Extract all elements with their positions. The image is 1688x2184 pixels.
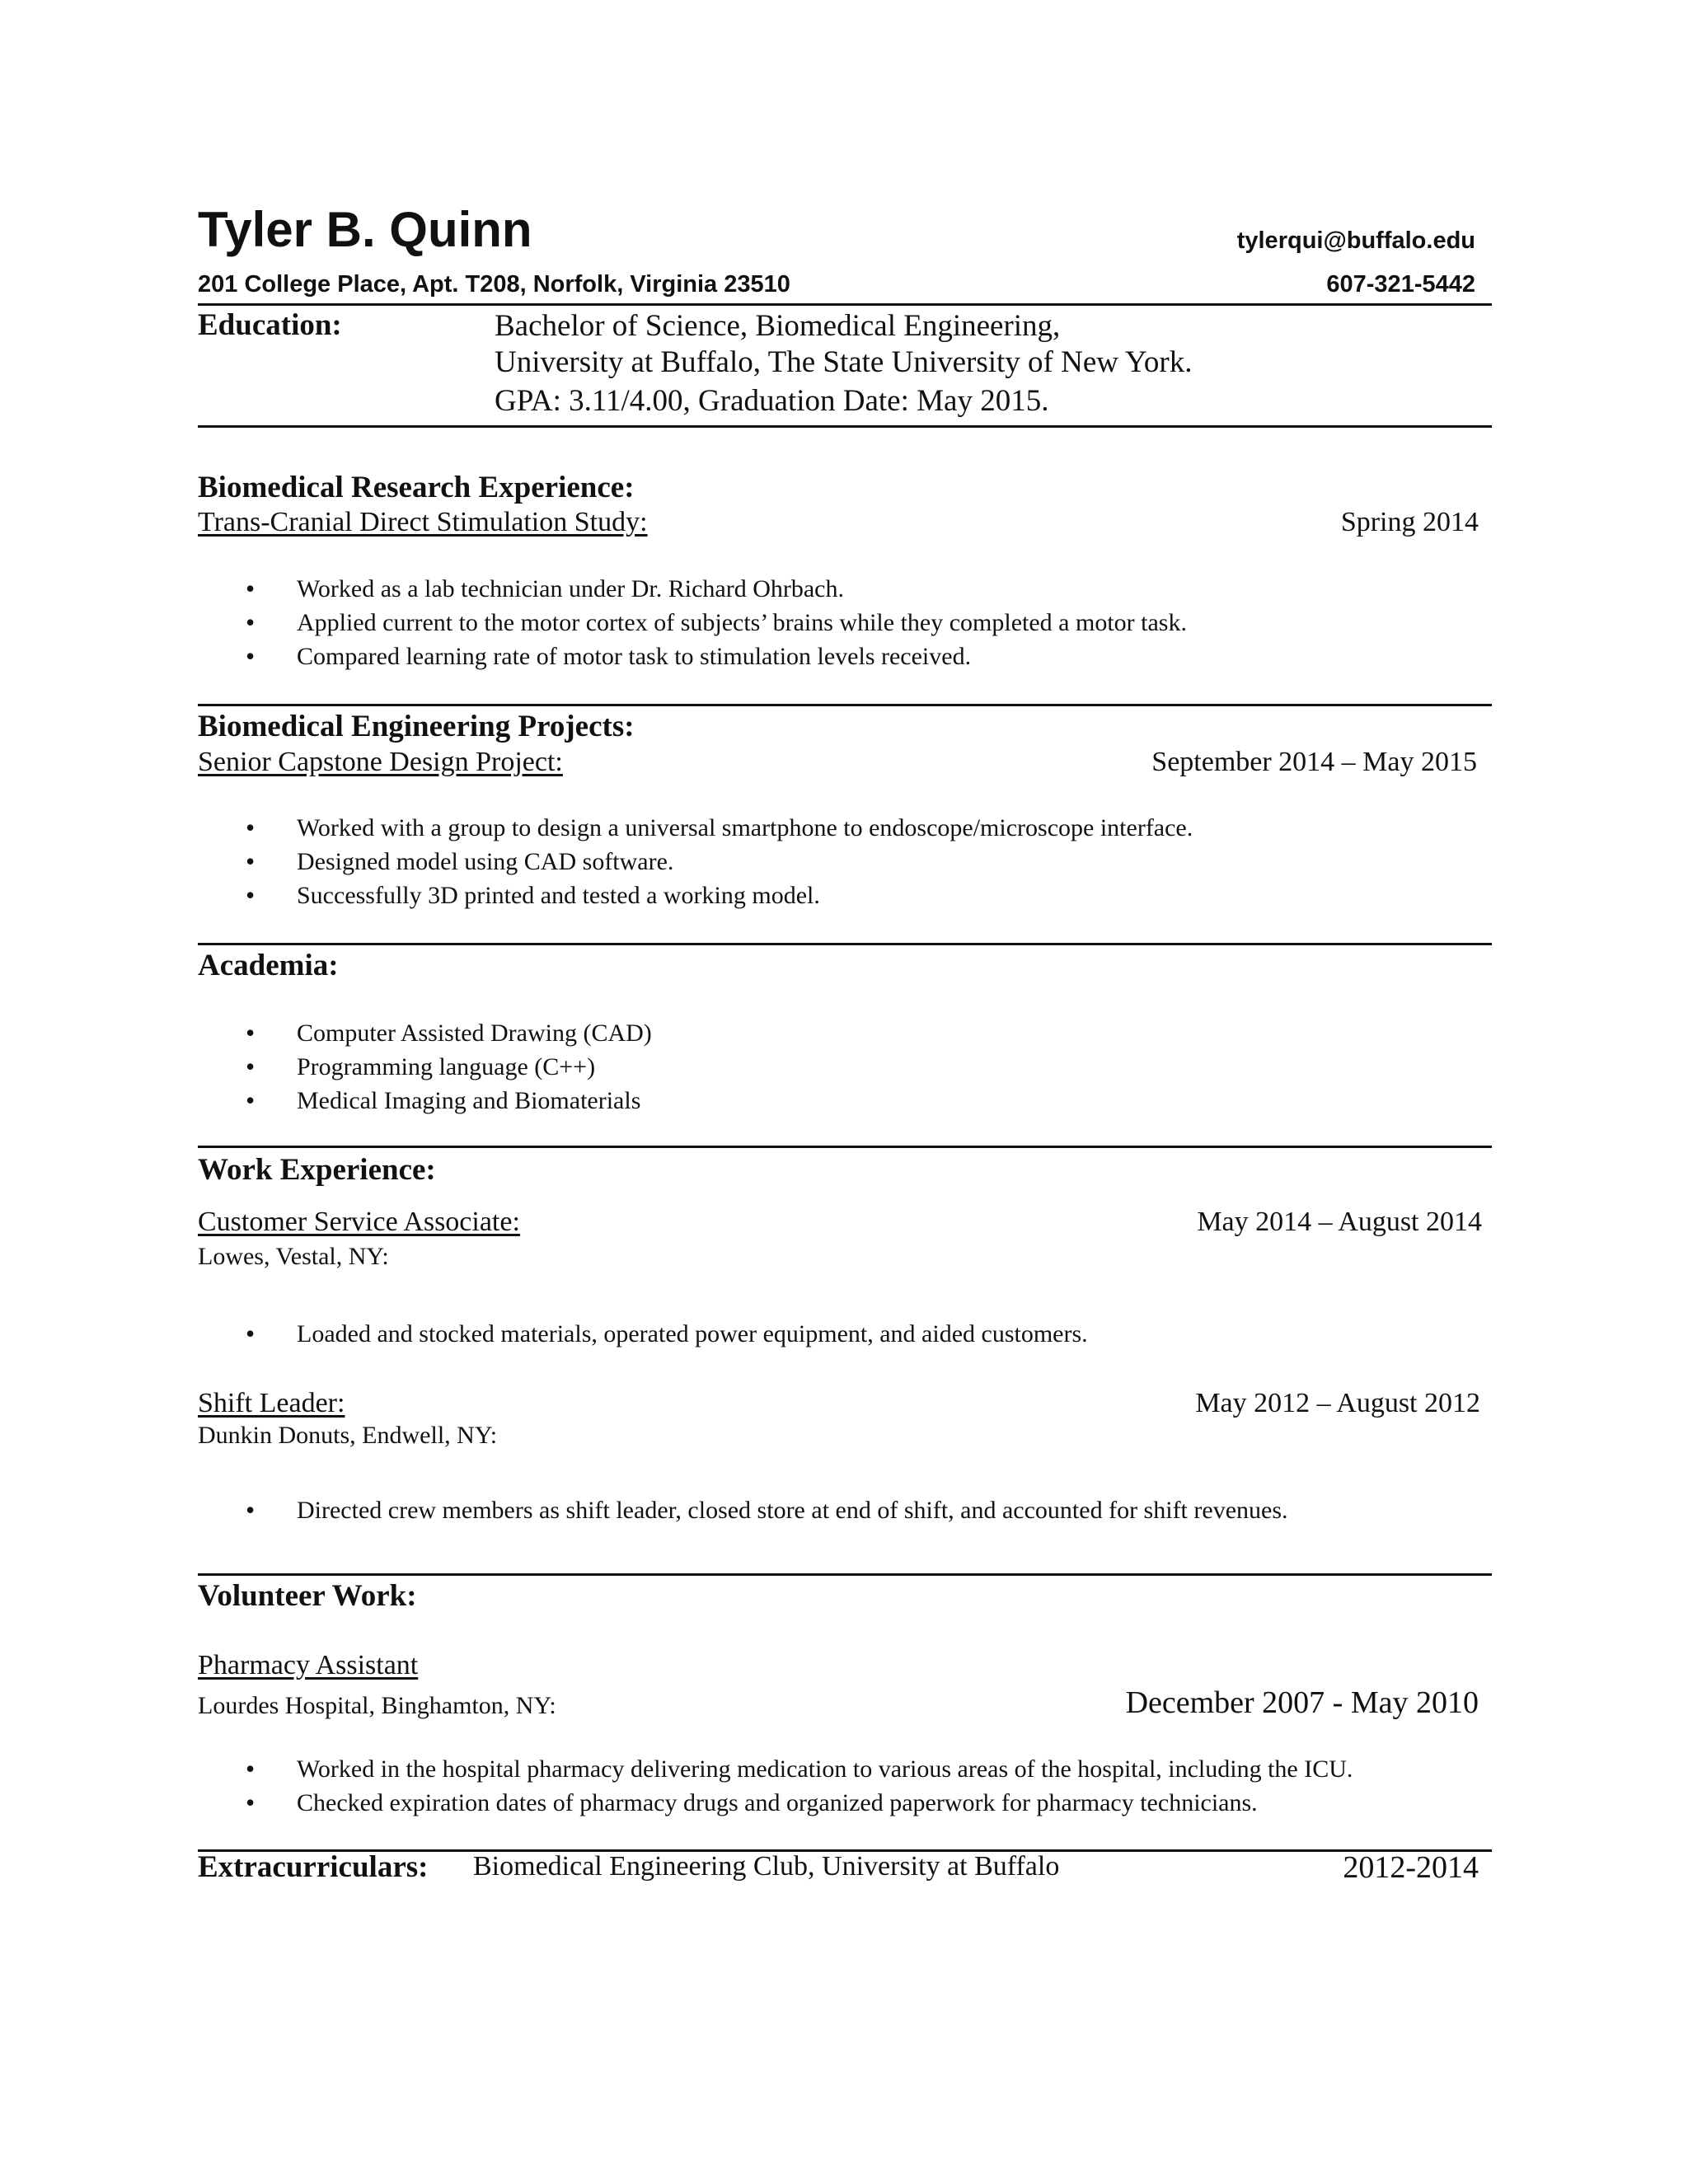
list-item: • Worked as a lab technician under Dr. Richard Ohrbach. <box>198 572 1187 606</box>
street-address: 201 College Place, Apt. T208, Norfolk, Virginia 23510 <box>198 271 790 298</box>
education-line-gpa: GPA: 3.11/4.00, Graduation Date: May 2015. <box>495 384 1049 418</box>
volunteer-bullets <box>198 1752 1353 1820</box>
list-item: • Successfully 3D printed and tested a working model. <box>198 879 1193 912</box>
research-heading: Biomedical Research Experience: <box>198 471 635 504</box>
projects-divider <box>198 943 1492 945</box>
research-divider <box>198 704 1492 706</box>
volunteer-heading: Volunteer Work: <box>198 1579 417 1613</box>
projects-title: Senior Capstone Design Project: <box>198 747 563 777</box>
list-item: • Worked with a group to design a universal smartphone to endoscope/microscope interface. <box>198 811 1193 845</box>
list-item: • Programming language (C++) <box>198 1050 652 1084</box>
education-heading: Education: <box>198 308 342 342</box>
volunteer-place: Lourdes Hospital, Binghamton, NY: <box>198 1692 556 1719</box>
projects-bullets <box>198 811 1193 912</box>
job-place-shift-leader: Dunkin Donuts, Endwell, NY: <box>198 1422 498 1449</box>
list-item: • Directed crew members as shift leader, closed store at end of shift, and accounted for shift revenues. <box>198 1493 1288 1527</box>
job-place-customer-service: Lowes, Vestal, NY: <box>198 1243 389 1270</box>
volunteer-date: December 2007 - May 2010 <box>1125 1685 1479 1720</box>
projects-heading: Biomedical Engineering Projects: <box>198 710 635 743</box>
job-title-shift-leader: Shift Leader: <box>198 1388 345 1418</box>
research-date: Spring 2014 <box>1340 507 1479 537</box>
email-address: tylerqui@buffalo.edu <box>1236 227 1475 254</box>
academia-heading: Academia: <box>198 949 339 982</box>
extracurriculars-date: 2012-2014 <box>1343 1850 1479 1885</box>
list-item: • Loaded and stocked materials, operated power equipment, and aided customers. <box>198 1317 1088 1351</box>
header-divider <box>198 303 1492 306</box>
list-item: • Designed model using CAD software. <box>198 845 1193 879</box>
research-bullets <box>198 572 1187 673</box>
list-item: • Checked expiration dates of pharmacy drugs and organized paperwork for pharmacy technicians. <box>198 1786 1353 1820</box>
education-line-university: University at Buffalo, The State University of New York. <box>495 345 1193 379</box>
job-bullets-customer-service <box>198 1317 1088 1351</box>
research-title: Trans-Cranial Direct Stimulation Study: <box>198 507 648 537</box>
phone-number: 607-321-5442 <box>1326 271 1475 298</box>
list-item: • Computer Assisted Drawing (CAD) <box>198 1016 652 1050</box>
volunteer-title: Pharmacy Assistant <box>198 1650 419 1680</box>
work-heading: Work Experience: <box>198 1153 436 1187</box>
job-date-shift-leader: May 2012 – August 2012 <box>1195 1388 1480 1418</box>
list-item: • Worked in the hospital pharmacy delivering medication to various areas of the hospital, including the ICU. <box>198 1752 1353 1786</box>
list-item: • Medical Imaging and Biomaterials <box>198 1084 652 1118</box>
education-divider <box>198 425 1492 428</box>
job-bullets-shift-leader <box>198 1493 1288 1527</box>
extracurriculars-heading: Extracurriculars: <box>198 1850 429 1884</box>
education-line-degree: Bachelor of Science, Biomedical Engineering, <box>495 309 1061 343</box>
academia-bullets <box>198 1016 652 1118</box>
list-item: • Applied current to the motor cortex of subjects’ brains while they completed a motor task. <box>198 606 1187 640</box>
extracurriculars-text: Biomedical Engineering Club, University at Buffalo <box>473 1851 1060 1882</box>
list-item: • Compared learning rate of motor task to stimulation levels received. <box>198 640 1187 673</box>
academia-divider <box>198 1146 1492 1148</box>
work-divider <box>198 1573 1492 1576</box>
projects-date: September 2014 – May 2015 <box>1151 747 1477 777</box>
job-date-customer-service: May 2014 – August 2014 <box>1197 1207 1482 1237</box>
candidate-name: Tyler B. Quinn <box>198 202 532 257</box>
job-title-customer-service: Customer Service Associate: <box>198 1207 520 1237</box>
